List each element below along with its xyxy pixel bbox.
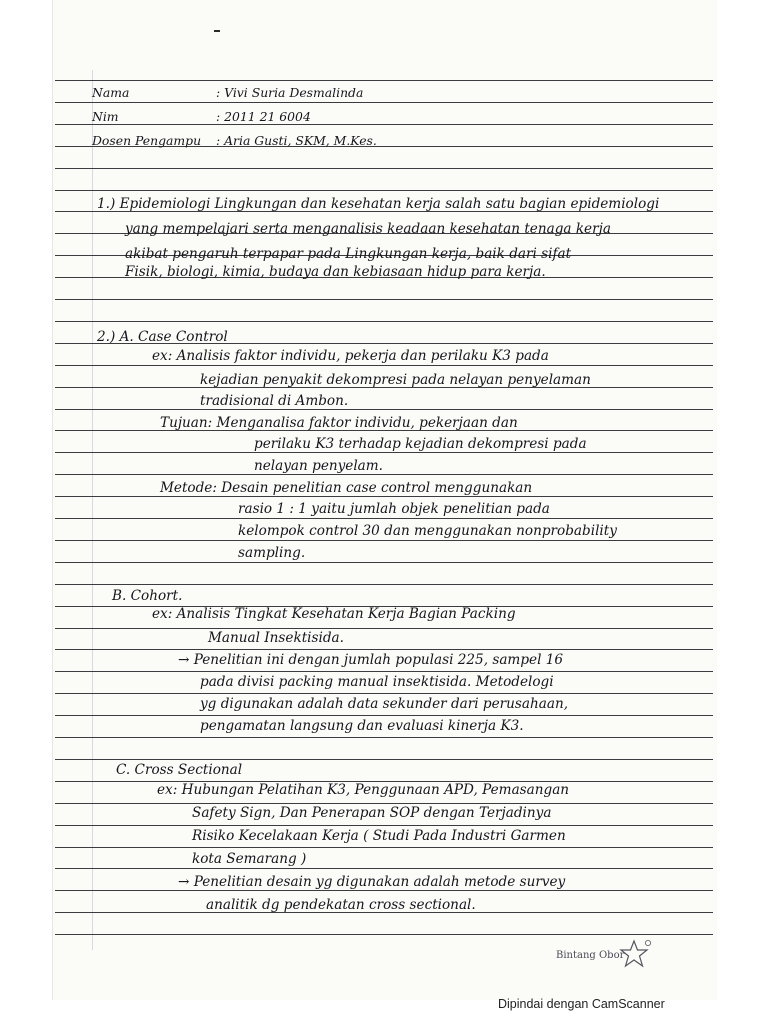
ruled-line	[55, 190, 713, 191]
ruled-line	[55, 80, 713, 81]
cross-sectional-line: ex: Hubungan Pelatihan K3, Penggunaan APD, Pemasangan	[157, 782, 570, 798]
dosen-label: Dosen Pengampu	[92, 133, 202, 148]
case-control-line: kelompok control 30 dan menggunakan nonprobability	[238, 523, 617, 539]
answer1-line: yang mempelajari serta menganalisis keadaan kesehatan tenaga kerja	[125, 221, 611, 237]
ruled-line	[55, 299, 713, 300]
answer1-line: akibat pengaruh terpapar pada Lingkungan kerja, baik dari sifat	[125, 246, 572, 262]
cross-sectional-line: analitik dg pendekatan cross sectional.	[206, 897, 476, 913]
case-control-line: tradisional di Ambon.	[200, 393, 349, 409]
cohort-line: ex: Analisis Tingkat Kesehatan Kerja Bagian Packing	[152, 606, 516, 622]
nim-value: : 2011 21 6004	[216, 109, 311, 124]
cohort-line: pengamatan langsung dan evaluasi kinerja K3.	[200, 718, 524, 734]
nama-label: Nama	[92, 85, 130, 100]
case-control-line: perilaku K3 terhadap kejadian dekompresi pada	[254, 436, 587, 452]
case-control-heading: 2.) A. Case Control	[97, 329, 228, 345]
ruled-line	[55, 562, 713, 563]
cohort-line: pada divisi packing manual insektisida. Metodelogi	[200, 674, 554, 690]
cross-sectional-line: Risiko Kecelakaan Kerja ( Studi Pada Industri Garmen	[192, 828, 566, 844]
ruled-line	[55, 934, 713, 935]
star-logo-icon	[618, 938, 652, 972]
ruled-line	[55, 124, 713, 125]
cross-sectional-line: → Penelitian desain yg digunakan adalah metode survey	[178, 874, 566, 890]
ink-mark	[214, 30, 220, 32]
cohort-line: Manual Insektisida.	[208, 630, 344, 646]
ruled-line	[55, 474, 713, 475]
case-control-line: ex: Analisis faktor individu, pekerja dan perilaku K3 pada	[152, 348, 549, 364]
ruled-line	[55, 168, 713, 169]
margin-line	[92, 70, 93, 950]
case-control-line: rasio 1 : 1 yaitu jumlah objek penelitian pada	[238, 501, 550, 517]
cross-sectional-line: Safety Sign, Dan Penerapan SOP dengan Terjadinya	[192, 805, 552, 821]
case-control-line: Metode: Desain penelitian case control menggunakan	[160, 480, 533, 496]
answer1-line: Fisik, biologi, kimia, budaya dan kebiasaan hidup para kerja.	[125, 264, 546, 280]
nim-label: Nim	[92, 109, 119, 124]
ruled-line	[55, 321, 713, 322]
ruled-line	[55, 847, 713, 848]
cross-sectional-heading: C. Cross Sectional	[116, 762, 243, 778]
case-control-line: nelayan penyelam.	[254, 458, 384, 474]
cohort-line: → Penelitian ini dengan jumlah populasi 225, sampel 16	[178, 652, 564, 668]
dosen-value: : Aria Gusti, SKM, M.Kes.	[216, 133, 377, 148]
ruled-line	[55, 584, 713, 585]
cross-sectional-line: kota Semarang )	[192, 851, 307, 867]
nama-value: : Vivi Suria Desmalinda	[216, 85, 364, 100]
cohort-heading: B. Cohort.	[112, 588, 183, 604]
ruled-line	[55, 628, 713, 629]
scanner-footer: Dipindai dengan CamScanner	[498, 997, 665, 1011]
ruled-line	[55, 737, 713, 738]
answer1-line: 1.) Epidemiologi Lingkungan dan kesehatan kerja salah satu bagian epidemiologi	[97, 196, 660, 212]
cohort-line: yg digunakan adalah data sekunder dari perusahaan,	[200, 696, 569, 712]
case-control-line: kejadian penyakit dekompresi pada nelayan penyelaman	[200, 372, 591, 388]
ruled-line	[55, 409, 713, 410]
case-control-line: sampling.	[238, 545, 306, 561]
ruled-line	[55, 102, 713, 103]
ruled-line	[55, 868, 713, 869]
case-control-line: Tujuan: Menganalisa faktor individu, pekerjaan dan	[160, 415, 518, 431]
paper-brand: Bintang Obor	[556, 950, 625, 961]
